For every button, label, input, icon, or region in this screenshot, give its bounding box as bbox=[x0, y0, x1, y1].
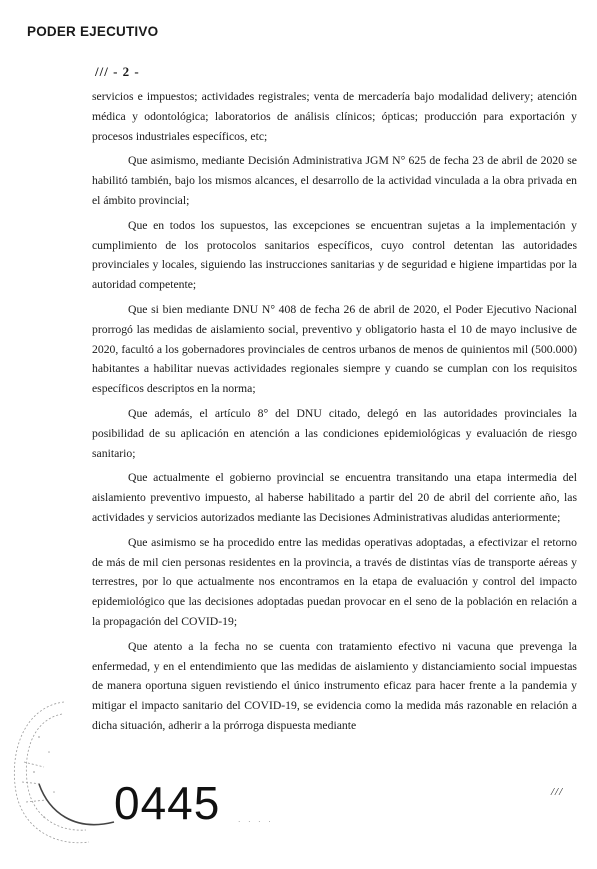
paragraph-1: servicios e impuestos; actividades registrales; venta de mercadería bajo modalidad delivery; atención médica y odontológica; laboratorios de análisis clínicos; ópticas; producción para exportación y procesos industriales específicos, etc; bbox=[92, 90, 577, 143]
official-seal-stamp bbox=[4, 692, 124, 852]
paragraph-4: Que si bien mediante DNU N° 408 de fecha 26 de abril de 2020, el Poder Ejecutivo Nacional prorrogó las medidas de aislamiento social, preventivo y obligatorio hasta el 10 de mayo inclusive de 2020, facultó a los gobernadores provinciales de centros urbanos de menos de quinientos mil (500.000) habitantes a habilitar nuevas actividades regionales siempre y cuando se cumplan con los requisitos específicos descriptos en la norma; bbox=[92, 302, 577, 396]
paragraph-7: Que asimismo se ha procedido entre las medidas operativas adoptadas, a efectivizar el retorno de más de mil cien personas residentes en la provincia, a través de distintas vías de transporte aéreas y terrestres, por lo que actualmente nos encontramos en la etapa de evaluación y control del impacto epidemiológico que las decisiones adoptadas puedan provocar en el seno de la población en relación a la propagación del COVID-19; bbox=[92, 535, 577, 628]
paragraph-6: Que actualmente el gobierno provincial se encuentra transitando una etapa intermedia del aislamiento preventivo impuesto, al haberse habilitado a partir del 20 de abril del corriente año, las actividades y servicios autorizados mediante las Decisiones Administrativas aludidas anteriormente; bbox=[92, 471, 577, 524]
paragraph-8: Que atento a la fecha no se cuenta con tratamiento efectivo ni vacuna que prevenga la enfermedad, y en el entendimiento que las medidas de aislamiento y distanciamiento social impuestas de manera oportuna siguen revistiendo el único instrumento eficaz para hacer frente a la pandemia y mitigar el impacto sanitario del COVID-19, se evidencia como la medida más razonable en relación a dicha situación, adherir a la prórroga dispuesta mediante bbox=[92, 639, 577, 732]
paragraph-3: Que en todos los supuestos, las excepciones se encuentran sujetas a la implementación y cumplimiento de los protocolos sanitarios específicos, cuyo control detentan las autoridades provinciales y locales, siguiendo las instrucciones sanitarias y de seguridad e higiene impartidas por la autoridad competente; bbox=[92, 218, 577, 292]
page-number-marker: /// - 2 - bbox=[95, 64, 140, 79]
document-body bbox=[92, 87, 577, 741]
scan-specks: · · · · bbox=[238, 818, 274, 826]
page-header-title: PODER EJECUTIVO bbox=[27, 24, 159, 39]
continuation-mark: /// bbox=[551, 786, 564, 798]
paragraph-5: Que además, el artículo 8° del DNU citado, delegó en las autoridades provinciales la posibilidad de su aplicación en atención a las condiciones epidemiológicas y evaluación de riesgo sanitario; bbox=[92, 406, 577, 460]
paragraph-2: Que asimismo, mediante Decisión Administrativa JGM N° 625 de fecha 23 de abril de 2020 se habilitó también, bajo los mismos alcances, el desarrollo de la actividad vinculada a la obra privada en el ámbito provincial; bbox=[92, 154, 577, 207]
document-number: 0445 bbox=[114, 777, 221, 829]
